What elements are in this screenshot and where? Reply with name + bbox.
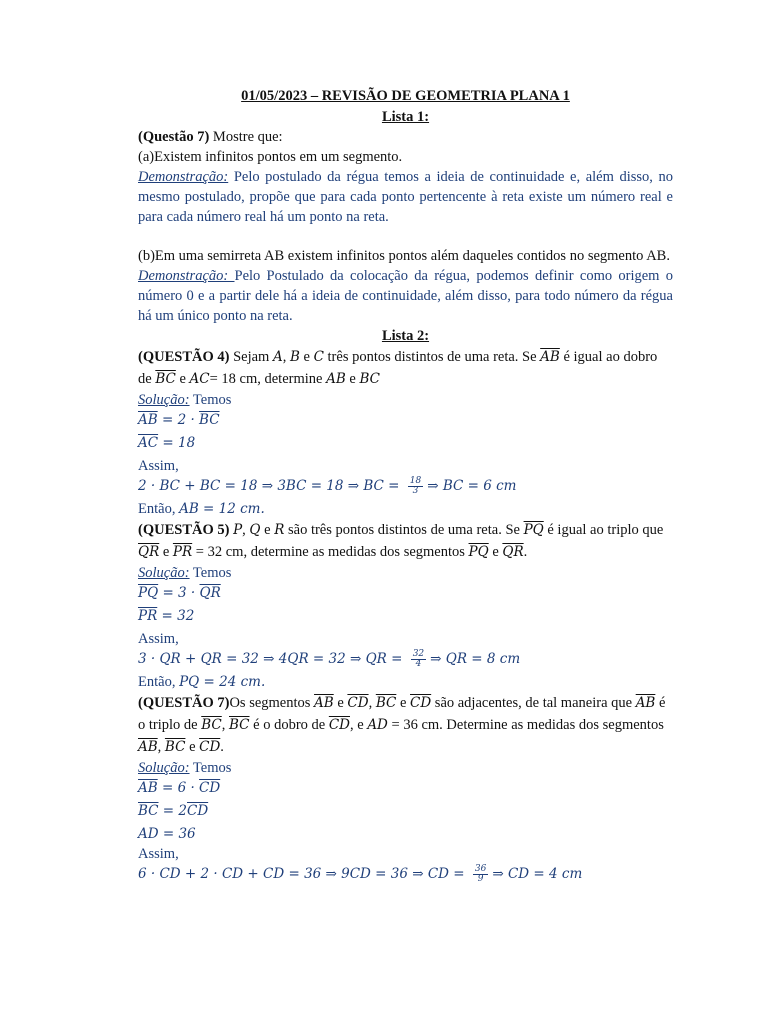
text: ,: [157, 739, 165, 755]
conclusion: [138, 672, 673, 692]
equation: [138, 801, 673, 824]
text: e: [159, 544, 173, 560]
text: e: [488, 544, 503, 560]
paragraph-gap: [138, 227, 673, 246]
assim-text: Assim,: [138, 631, 179, 647]
item-a-demonstration: [138, 167, 673, 227]
assim-text: Assim,: [138, 458, 179, 474]
segment: $\overline{PQ}$: [523, 522, 544, 538]
segment: $\overline{PR}$: [172, 544, 193, 560]
math: = 3 ·: [158, 585, 200, 601]
item-a-statement: (a)Existem infinitos pontos em um segmento.: [138, 149, 403, 165]
numerator: 36: [474, 864, 487, 875]
question-5-statement: [138, 519, 673, 563]
text: Então,: [138, 501, 180, 517]
text: e: [333, 695, 348, 711]
segment: $\overline{AB}$: [540, 349, 560, 365]
solution-heading: [138, 758, 673, 778]
segment: $\overline{AB}$: [138, 412, 158, 428]
segment: $\overline{PR}$: [138, 608, 158, 624]
segment: $\overline{BC}$: [164, 739, 186, 755]
question-label: (QUESTÃO 5): [138, 522, 230, 538]
math: ⇒ BC = 6 cm: [427, 478, 517, 494]
question-4-statement: [138, 346, 673, 390]
demonstration-label: Demonstração:: [138, 268, 235, 284]
lista-2-heading: Lista 2:: [381, 328, 430, 344]
math: = 18: [158, 435, 196, 451]
equation: [138, 583, 673, 606]
math-var: AC: [189, 371, 210, 387]
denominator: 3: [412, 486, 419, 497]
math-var: B: [289, 349, 300, 365]
segment: $\overline{BC}$: [155, 371, 176, 387]
text: e: [345, 371, 360, 387]
question-label: (Questão 7): [138, 129, 210, 145]
assim-text: Assim,: [138, 846, 179, 862]
segment: $\overline{AB}$: [635, 695, 656, 711]
solution-heading: [138, 390, 673, 410]
equation-chain: [138, 649, 673, 672]
segment: $\overline{PQ}$: [468, 544, 489, 560]
text: e: [396, 695, 411, 711]
demonstration-text: Pelo postulado da régua temos a ideia de continuidade e, além disso, no mesmo postulado, propõe que para cada ponto pertencente à reta existe um número real e para cada número real há um ponto na reta.: [138, 169, 673, 225]
equation-chain: [138, 476, 673, 499]
text: e: [299, 349, 314, 365]
fraction: [473, 865, 488, 884]
segment: $\overline{AB}$: [138, 780, 158, 796]
solution-label: Solução:: [138, 760, 190, 776]
equation: [138, 433, 673, 456]
text: = 18 cm, determine: [209, 371, 327, 387]
text: ,: [242, 522, 250, 538]
math-var: R: [274, 522, 285, 538]
lista-1-heading: Lista 1:: [381, 109, 430, 125]
math-var: Q: [249, 522, 261, 538]
math: = 6 ·: [157, 780, 200, 796]
text: ,: [282, 349, 290, 365]
numerator: 18: [409, 476, 422, 487]
solution-label: Solução:: [138, 392, 190, 408]
text: é igual ao dobro de: [138, 349, 658, 387]
math: PQ = 24 cm.: [179, 674, 266, 690]
equation: [138, 824, 673, 844]
item-b-demonstration: [138, 266, 673, 326]
segment: $\overline{CD}$: [199, 739, 221, 755]
demonstration-text: Pelo Postulado da colocação da régua, podemos definir como origem o número 0 e a partir dele há a ideia de continuidade, além disso, para todo número da régua há um único ponto na reta.: [138, 268, 673, 324]
math-var: AB: [326, 371, 346, 387]
segment: $\overline{PQ}$: [138, 585, 159, 601]
segment: $\overline{CD}$: [187, 803, 209, 819]
equation: [138, 778, 673, 801]
solution-heading: [138, 563, 673, 583]
text: .: [220, 739, 224, 755]
math: = 2 ·: [157, 412, 200, 428]
page-title: 01/05/2023 – REVISÃO DE GEOMETRIA PLANA 1: [241, 88, 570, 104]
conclusion: [138, 499, 673, 519]
text: , e: [350, 717, 368, 733]
segment: $\overline{AB}$: [138, 739, 158, 755]
segment: $\overline{AC}$: [138, 435, 159, 451]
denominator: 4: [415, 659, 422, 670]
math: = 2: [158, 803, 187, 819]
text: são adjacentes, de tal maneira que: [431, 695, 636, 711]
text: e: [175, 371, 190, 387]
segment: $\overline{BC}$: [375, 695, 397, 711]
text: são três pontos distintos de uma reta. Se: [284, 522, 524, 538]
demonstration-label: Demonstração:: [138, 169, 229, 185]
math-var: C: [313, 349, 324, 365]
lista1-question-7: [138, 127, 673, 147]
equation: [138, 410, 673, 433]
segment: $\overline{BC}$: [199, 412, 220, 428]
text: Sejam: [229, 349, 273, 365]
text: Temos: [189, 565, 232, 581]
math: 3 · QR + QR = 32 ⇒ 4QR = 32 ⇒ QR =: [138, 651, 407, 667]
fraction: [411, 650, 426, 669]
segment: $\overline{CD}$: [347, 695, 369, 711]
math: ⇒ CD = 4 cm: [492, 866, 583, 882]
equation: [138, 606, 673, 629]
text: Os segmentos: [229, 695, 315, 711]
question-7-statement: [138, 692, 673, 758]
math: AD = 36: [138, 826, 196, 842]
item-b-statement: (b)Em uma semirreta AB existem infinitos pontos além daqueles contidos no segmento AB.: [138, 248, 670, 264]
segment: $\overline{CD}$: [410, 695, 432, 711]
math-var: AD: [367, 717, 388, 733]
math: ⇒ QR = 8 cm: [430, 651, 521, 667]
math-var: P: [233, 522, 243, 538]
segment: $\overline{CD}$: [328, 717, 350, 733]
segment: $\overline{AB}$: [314, 695, 334, 711]
text: ,: [221, 717, 229, 733]
text: Temos: [189, 760, 232, 776]
equation-chain: [138, 864, 673, 887]
question-label: (QUESTÃO 4): [138, 349, 230, 365]
text: é o dobro de: [249, 717, 329, 733]
text: e: [185, 739, 200, 755]
math: 2 · BC + BC = 18 ⇒ 3BC = 18 ⇒ BC =: [138, 478, 404, 494]
segment: $\overline{QR}$: [138, 544, 160, 560]
math-var: BC: [359, 371, 380, 387]
document-page: [138, 86, 673, 887]
question-label: (QUESTÃO 7): [138, 695, 230, 711]
question-text: Mostre que:: [209, 129, 283, 145]
segment: $\overline{QR}$: [502, 544, 524, 560]
text: e: [260, 522, 275, 538]
segment: $\overline{BC}$: [138, 803, 159, 819]
text: três pontos distintos de uma reta. Se: [323, 349, 541, 365]
text: Então,: [138, 674, 180, 690]
text: é o triplo de: [138, 695, 666, 733]
denominator: 9: [477, 874, 484, 885]
solution-label: Solução:: [138, 565, 190, 581]
numerator: 32: [412, 649, 425, 660]
text: é igual ao triplo que: [543, 522, 664, 538]
segment: $\overline{QR}$: [199, 585, 221, 601]
math: 6 · CD + 2 · CD + CD = 36 ⇒ 9CD = 36 ⇒ CD =: [138, 866, 469, 882]
segment: $\overline{CD}$: [199, 780, 221, 796]
math: AB = 12 cm.: [179, 501, 265, 517]
math-var: A: [272, 349, 283, 365]
text: .: [523, 544, 528, 560]
math: = 32: [157, 608, 195, 624]
text: Temos: [189, 392, 232, 408]
fraction: [408, 477, 423, 496]
text: = 36 cm. Determine as medidas dos segmentos: [387, 717, 664, 733]
segment: $\overline{BC}$: [229, 717, 250, 733]
segment: $\overline{BC}$: [201, 717, 222, 733]
text: ,: [368, 695, 376, 711]
text: = 32 cm, determine as medidas dos segmentos: [192, 544, 469, 560]
